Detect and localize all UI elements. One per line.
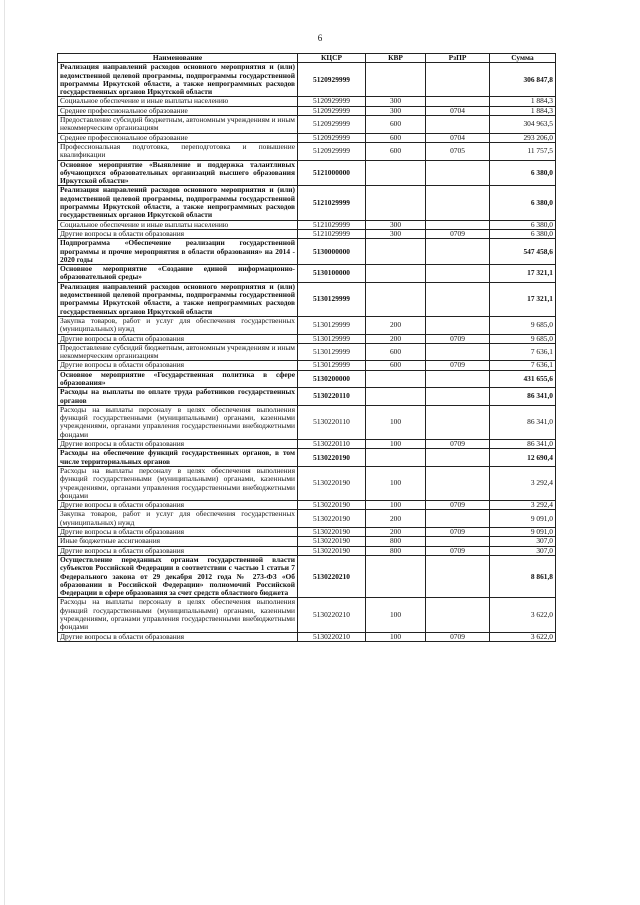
cell-sum: 86 341,0 <box>490 388 556 406</box>
cell-kvr: 300 <box>366 97 426 106</box>
cell-name: Среднее профессиональное образование <box>58 106 298 115</box>
header-sum: Сумма <box>490 54 556 63</box>
cell-sum: 6 380,0 <box>490 220 556 229</box>
cell-sum: 3 292,4 <box>490 501 556 510</box>
table-row <box>58 546 556 555</box>
cell-kvr: 600 <box>366 133 426 142</box>
cell-kvr <box>366 265 426 283</box>
table-row <box>58 239 556 265</box>
cell-kcsr: 5130220210 <box>298 632 366 641</box>
table-row <box>58 370 556 388</box>
table-row <box>58 466 556 500</box>
table-row <box>58 632 556 641</box>
cell-name: Расходы на выплаты по оплате труда работников государственных органов <box>58 388 298 406</box>
cell-rzpr: 0709 <box>426 528 490 537</box>
cell-name: Другие вопросы в области образования <box>58 501 298 510</box>
cell-kcsr: 5130129999 <box>298 282 366 316</box>
cell-rzpr <box>426 598 490 632</box>
scan-edge <box>4 0 5 905</box>
cell-rzpr: 0709 <box>426 361 490 370</box>
cell-kcsr: 5130220210 <box>298 598 366 632</box>
cell-kvr <box>366 160 426 186</box>
cell-kcsr: 5130220110 <box>298 440 366 449</box>
cell-kcsr: 5130129999 <box>298 361 366 370</box>
cell-name: Другие вопросы в области образования <box>58 334 298 343</box>
cell-kcsr: 5130000000 <box>298 239 366 265</box>
cell-sum: 307,0 <box>490 546 556 555</box>
cell-rzpr <box>426 510 490 528</box>
cell-kvr <box>366 555 426 597</box>
cell-name: Другие вопросы в области образования <box>58 440 298 449</box>
cell-rzpr: 0704 <box>426 106 490 115</box>
cell-kcsr: 5130220190 <box>298 546 366 555</box>
cell-kvr: 600 <box>366 361 426 370</box>
cell-sum: 3 622,0 <box>490 632 556 641</box>
table-row <box>58 388 556 406</box>
table-row <box>58 405 556 439</box>
cell-rzpr <box>426 537 490 546</box>
cell-kvr: 600 <box>366 116 426 134</box>
cell-sum: 9 685,0 <box>490 316 556 334</box>
cell-rzpr <box>426 405 490 439</box>
cell-name: Основное мероприятие «Государственная политика в сфере образования» <box>58 370 298 388</box>
cell-sum: 8 861,8 <box>490 555 556 597</box>
table-row <box>58 265 556 283</box>
cell-sum: 547 458,6 <box>490 239 556 265</box>
table-row <box>58 186 556 220</box>
cell-kcsr: 5130220110 <box>298 388 366 406</box>
cell-rzpr <box>426 63 490 97</box>
cell-kvr: 100 <box>366 598 426 632</box>
cell-kcsr: 5130220190 <box>298 528 366 537</box>
cell-sum: 6 380,0 <box>490 186 556 220</box>
cell-kcsr: 5130200000 <box>298 370 366 388</box>
cell-kcsr: 5130100000 <box>298 265 366 283</box>
cell-rzpr <box>426 316 490 334</box>
cell-rzpr <box>426 449 490 467</box>
cell-rzpr: 0704 <box>426 133 490 142</box>
table-row <box>58 220 556 229</box>
cell-kvr <box>366 63 426 97</box>
header-kvr: КВР <box>366 54 426 63</box>
table-row <box>58 449 556 467</box>
cell-kcsr: 5130129999 <box>298 334 366 343</box>
cell-name: Другие вопросы в области образования <box>58 528 298 537</box>
cell-kvr: 200 <box>366 510 426 528</box>
table-row <box>58 316 556 334</box>
cell-kvr: 200 <box>366 334 426 343</box>
cell-sum: 7 636,1 <box>490 343 556 361</box>
cell-name: Другие вопросы в области образования <box>58 546 298 555</box>
cell-sum: 11 757,5 <box>490 142 556 160</box>
cell-rzpr <box>426 265 490 283</box>
cell-rzpr: 0709 <box>426 501 490 510</box>
cell-rzpr <box>426 116 490 134</box>
cell-sum: 3 292,4 <box>490 466 556 500</box>
table-row <box>58 343 556 361</box>
table-row <box>58 598 556 632</box>
cell-kcsr: 5120929999 <box>298 116 366 134</box>
cell-kvr: 100 <box>366 440 426 449</box>
cell-rzpr <box>426 555 490 597</box>
cell-kcsr: 5120929999 <box>298 63 366 97</box>
cell-name: Предоставление субсидий бюджетным, автономным учреждениям и иным некоммерческим организациям <box>58 343 298 361</box>
cell-kcsr: 5121029999 <box>298 186 366 220</box>
cell-rzpr <box>426 160 490 186</box>
cell-name: Социальное обеспечение и иные выплаты населению <box>58 220 298 229</box>
table-row <box>58 63 556 97</box>
cell-rzpr <box>426 343 490 361</box>
cell-sum: 86 341,0 <box>490 440 556 449</box>
cell-kcsr: 5130220190 <box>298 449 366 467</box>
cell-name: Осуществление переданных органам государственной власти субъектов Российской Федерации в соответствии с частью 1 статьи 7 Федерального закона от 29 декабря 2012 года № 273-ФЗ «Об образовании в Российской Федерации» полномочий Российской Федерации в сфере образования за счет средств областного бюджета <box>58 555 298 597</box>
header-rzpr: РзПР <box>426 54 490 63</box>
cell-sum: 9 091,0 <box>490 510 556 528</box>
cell-kcsr: 5130129999 <box>298 343 366 361</box>
cell-rzpr <box>426 370 490 388</box>
table-row <box>58 440 556 449</box>
cell-sum: 304 963,5 <box>490 116 556 134</box>
cell-sum: 3 622,0 <box>490 598 556 632</box>
cell-name: Профессиональная подготовка, переподготовка и повышение квалификации <box>58 142 298 160</box>
cell-name: Закупка товаров, работ и услуг для обеспечения государственных (муниципальных) нужд <box>58 510 298 528</box>
table-row <box>58 160 556 186</box>
cell-name: Расходы на выплаты персоналу в целях обеспечения выполнения функций государственными (муниципальными) органами, казенными учреждениями, органами управления государственными внебюджетными фондами <box>58 598 298 632</box>
table-row <box>58 528 556 537</box>
cell-sum: 431 655,6 <box>490 370 556 388</box>
cell-sum: 17 321,1 <box>490 282 556 316</box>
cell-name: Основное мероприятие «Создание единой информационно-образовательной среды» <box>58 265 298 283</box>
cell-rzpr <box>426 97 490 106</box>
table-row <box>58 282 556 316</box>
cell-rzpr: 0709 <box>426 546 490 555</box>
cell-kvr: 300 <box>366 229 426 238</box>
cell-name: Расходы на выплаты персоналу в целях обеспечения выполнения функций государственными (муниципальными) органами, казенными учреждениями, органами управления государственными внебюджетными фондами <box>58 405 298 439</box>
cell-kvr <box>366 370 426 388</box>
table-row <box>58 133 556 142</box>
cell-kvr: 600 <box>366 343 426 361</box>
table-row <box>58 537 556 546</box>
page-number: 6 <box>317 33 323 43</box>
cell-rzpr <box>426 239 490 265</box>
cell-kcsr: 5130220190 <box>298 466 366 500</box>
cell-kvr: 800 <box>366 546 426 555</box>
cell-sum: 1 884,3 <box>490 97 556 106</box>
cell-sum: 7 636,1 <box>490 361 556 370</box>
cell-rzpr: 0709 <box>426 334 490 343</box>
cell-kcsr: 5121029999 <box>298 220 366 229</box>
cell-sum: 1 884,3 <box>490 106 556 115</box>
table-row <box>58 334 556 343</box>
cell-kcsr: 5121029999 <box>298 229 366 238</box>
cell-kvr <box>366 388 426 406</box>
table-row <box>58 361 556 370</box>
cell-kcsr: 5130129999 <box>298 316 366 334</box>
cell-name: Предоставление субсидий бюджетным, автономным учреждениям и иным некоммерческим организациям <box>58 116 298 134</box>
cell-sum: 6 380,0 <box>490 160 556 186</box>
cell-rzpr: 0705 <box>426 142 490 160</box>
budget-table <box>57 53 556 642</box>
cell-name: Реализация направлений расходов основного мероприятия и (или) ведомственной целевой программы, подпрограммы государственной программы Иркутской области, а также непрограммных расходов государственных органов Иркутской области <box>58 63 298 97</box>
cell-sum: 86 341,0 <box>490 405 556 439</box>
cell-kcsr: 5130220190 <box>298 501 366 510</box>
cell-kcsr: 5130220190 <box>298 510 366 528</box>
cell-name: Другие вопросы в области образования <box>58 632 298 641</box>
header-name: Наименование <box>58 54 298 63</box>
table-row <box>58 97 556 106</box>
cell-name: Реализация направлений расходов основного мероприятия и (или) ведомственной целевой программы, подпрограммы государственной программы Иркутской области, а также непрограммных расходов государственных органов Иркутской области <box>58 186 298 220</box>
table-row <box>58 501 556 510</box>
cell-name: Реализация направлений расходов основного мероприятия и (или) ведомственной целевой программы, подпрограммы государственной программы Иркутской области, а также непрограммных расходов государственных органов Иркутской области <box>58 282 298 316</box>
table-row <box>58 229 556 238</box>
cell-kvr: 600 <box>366 142 426 160</box>
cell-kvr: 100 <box>366 405 426 439</box>
table-row <box>58 106 556 115</box>
cell-kcsr: 5130220210 <box>298 555 366 597</box>
table-row <box>58 142 556 160</box>
cell-sum: 12 690,4 <box>490 449 556 467</box>
cell-kcsr: 5120929999 <box>298 142 366 160</box>
table-row <box>58 510 556 528</box>
cell-name: Социальное обеспечение и иные выплаты населению <box>58 97 298 106</box>
cell-sum: 307,0 <box>490 537 556 546</box>
cell-name: Закупка товаров, работ и услуг для обеспечения государственных (муниципальных) нужд <box>58 316 298 334</box>
cell-rzpr: 0709 <box>426 632 490 641</box>
cell-kvr: 300 <box>366 106 426 115</box>
cell-rzpr: 0709 <box>426 440 490 449</box>
cell-kcsr: 5120929999 <box>298 106 366 115</box>
cell-sum: 17 321,1 <box>490 265 556 283</box>
cell-rzpr <box>426 186 490 220</box>
cell-kvr: 200 <box>366 316 426 334</box>
cell-kvr: 800 <box>366 537 426 546</box>
cell-kcsr: 5130220110 <box>298 405 366 439</box>
table-row <box>58 555 556 597</box>
table-row <box>58 116 556 134</box>
cell-rzpr <box>426 282 490 316</box>
header-kcsr: КЦСР <box>298 54 366 63</box>
cell-rzpr <box>426 388 490 406</box>
cell-sum: 9 091,0 <box>490 528 556 537</box>
cell-kcsr: 5120929999 <box>298 133 366 142</box>
cell-rzpr <box>426 466 490 500</box>
cell-name: Другие вопросы в области образования <box>58 361 298 370</box>
cell-kvr <box>366 239 426 265</box>
cell-kvr: 100 <box>366 632 426 641</box>
cell-name: Основное мероприятие «Выявление и поддержка талантливых обучающихся образовательных организаций высшего образования Иркутской области» <box>58 160 298 186</box>
cell-kvr <box>366 282 426 316</box>
cell-name: Подпрограмма «Обеспечение реализации государственной программы и прочие мероприятия в области образования» на 2014 - 2020 годы <box>58 239 298 265</box>
cell-name: Другие вопросы в области образования <box>58 229 298 238</box>
cell-sum: 306 847,8 <box>490 63 556 97</box>
cell-rzpr <box>426 220 490 229</box>
cell-rzpr: 0709 <box>426 229 490 238</box>
cell-sum: 6 380,0 <box>490 229 556 238</box>
cell-name: Среднее профессиональное образование <box>58 133 298 142</box>
cell-kcsr: 5130220190 <box>298 537 366 546</box>
table-body <box>58 63 556 642</box>
cell-kcsr: 5121000000 <box>298 160 366 186</box>
cell-name: Иные бюджетные ассигнования <box>58 537 298 546</box>
cell-sum: 9 685,0 <box>490 334 556 343</box>
cell-kvr: 300 <box>366 220 426 229</box>
cell-name: Расходы на обеспечение функций государственных органов, в том числе территориальных органов <box>58 449 298 467</box>
cell-sum: 293 206,0 <box>490 133 556 142</box>
cell-kcsr: 5120929999 <box>298 97 366 106</box>
cell-kvr <box>366 449 426 467</box>
cell-kvr <box>366 186 426 220</box>
cell-kvr: 100 <box>366 466 426 500</box>
cell-kvr: 100 <box>366 501 426 510</box>
table-header-row <box>58 54 556 63</box>
cell-kvr: 200 <box>366 528 426 537</box>
cell-name: Расходы на выплаты персоналу в целях обеспечения выполнения функций государственными (муниципальными) органами, казенными учреждениями, органами управления государственными внебюджетными фондами <box>58 466 298 500</box>
